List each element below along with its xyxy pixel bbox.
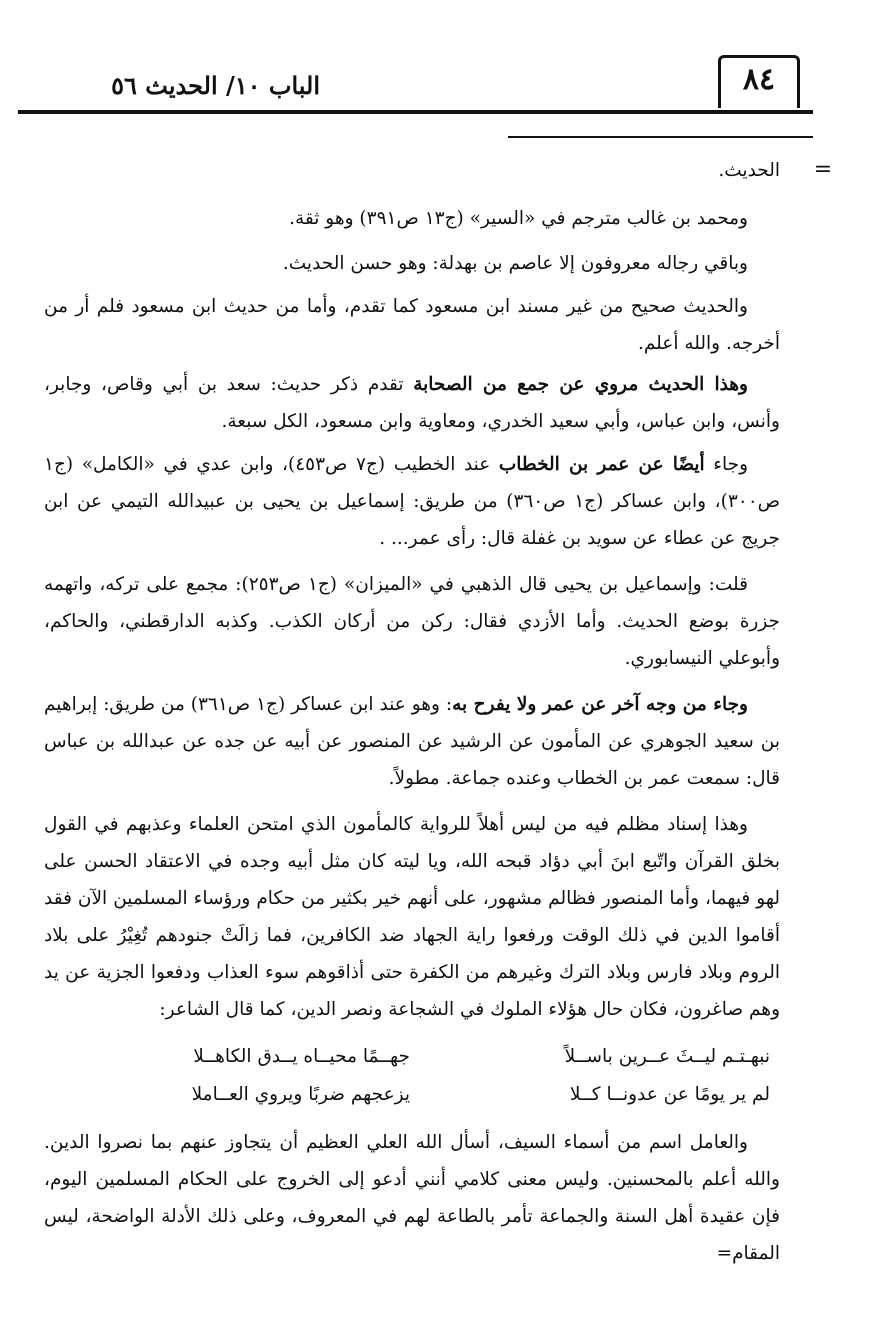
paragraph-7-bold: وجاء من وجه آخر عن عمر ولا يفرح به	[452, 694, 748, 715]
poem-verse-2-first-hemistich: لم ير يومًا عن عدونــا كــلا	[569, 1084, 770, 1105]
chapter-heading: الباب ١٠/ الحديث ٥٦	[111, 71, 320, 100]
paragraph-7	[44, 686, 780, 797]
paragraph-4-bold: وهذا الحديث مروي عن جمع من الصحابة	[413, 374, 748, 395]
paragraph-1-text: ومحمد بن غالب مترجم في «السير» (ج١٣ ص٣٩١) وهو ثقة.	[289, 208, 748, 229]
paragraph-3-text: والحديث صحيح من غير مسند ابن مسعود كما تقدم، وأما من حديث ابن مسعود فلم أر من أخرجه. والله أعلم.	[44, 296, 780, 354]
poem-verse-2	[80, 1077, 770, 1113]
paragraph-5	[44, 446, 780, 557]
header-rule	[18, 110, 813, 114]
poem-verse-1	[80, 1039, 770, 1075]
poem-verse-1-first-hemistich: نبهـتـم ليــثَ عــرين باســلاً	[564, 1046, 770, 1067]
paragraph-6-text: قلت: وإسماعيل بن يحيى قال الذهبي في «الميزان» (ج١ ص٢٥٣): مجمع على تركه، واتهمه جزرة بوضع الحديث. وأما الأزدي فقال: ركن من أركان الكذب. وكذبه الدارقطني، والحاكم، وأبوعلي النيسابوري.	[44, 574, 780, 669]
paragraph-1	[44, 200, 780, 237]
paragraph-4-text: تقدم ذكر حديث: سعد بن أبي وقاص، وجابر، وأنس، وابن عباس، وأبي سعيد الخدري، ومعاوية وابن مسعود، الكل سبعة.	[44, 374, 780, 432]
paragraph-2-text: وباقي رجاله معروفون إلا عاصم بن بهدلة: وهو حسن الحديث.	[282, 253, 748, 274]
paragraph-9	[44, 1124, 780, 1272]
paragraph-4	[44, 366, 780, 440]
paragraph-9-text: والعامل اسم من أسماء السيف، أسأل الله العلي العظيم أن يتجاوز عنهم بما نصروا الدين. والله أعلم بالمحسنين. وليس معنى كلامي أنني أدعو إلى الخروج على الحكام المسلمين اليوم، فإن عقيدة أهل السنة والجماعة تأمر بالطاعة لهم في المعروف، وعلى ذلك الأدلة الواضحة، ليس المقام=	[44, 1132, 780, 1264]
continuation-mark: =	[813, 157, 833, 182]
page-number: ٨٤	[742, 62, 776, 97]
paragraph-5-pre: وجاء	[704, 454, 749, 475]
paragraph-7-text: : وهو عند ابن عساكر (ج١ ص٣٦١) من طريق: إبراهيم بن سعيد الجوهري عن المأمون عن الرشيد عن المنصور عن أبيه عن جده عن عبدالله بن عباس قال: سمعت عمر بن الخطاب وعنده جماعة. مطولاً.	[44, 694, 780, 789]
footnote-rule	[508, 136, 813, 138]
poem-verse-2-second-hemistich: يزعجهم ضربًا ويروي العــاملا	[191, 1084, 410, 1105]
paragraph-5-text: عند الخطيب (ج٧ ص٤٥٣)، وابن عدي في «الكامل» (ج١ ص٣٠٠)، وابن عساكر (ج١ ص٣٦٠) من طريق: إسماعيل بن يحيى بن عبيدالله التيمي عن ابن جريج عن عطاء عن سويد بن غفلة قال: رأى عمر... .	[44, 454, 781, 549]
paragraph-continuation: الحديث.	[718, 160, 780, 181]
paragraph-8-text: وهذا إسناد مظلم فيه من ليس أهلاً للرواية كالمأمون الذي امتحن العلماء وعذبهم في القول بخلق القرآن واتّبع ابنَ أبي دؤاد قبحه الله، ويا ليته كان مثل أبيه وجده في الاعتقاد الحسن على لهو فيهما، وأما المنصور فظالم مشهور، على أنهم خير بكثير من حكام ورؤساء المسلمين الآن فقد أقاموا الدين في ذلك الوقت ورفعوا راية الجهاد ضد الكافرين، فما زالَتْ جنودهم تُغِيْرُ على بلاد الروم وبلاد فارس وبلاد الترك وغيرهم من الكفرة حتى أذاقوهم سوء العذاب ودفعوا الجزية عن يد وهم صاغرون، فكان حال هؤلاء الملوك في الشجاعة ونصر الدين، كما قال الشاعر:	[44, 814, 780, 1020]
paragraph-6	[44, 566, 780, 677]
paragraph-3	[44, 288, 780, 362]
paragraph-2	[44, 245, 780, 282]
paragraph-8	[44, 806, 780, 1028]
poem-verse-1-second-hemistich: جهــمًا محيــاه يــدق الكاهــلا	[193, 1046, 410, 1067]
paragraph-5-bold: أيضًا عن عمر بن الخطاب	[498, 454, 705, 475]
